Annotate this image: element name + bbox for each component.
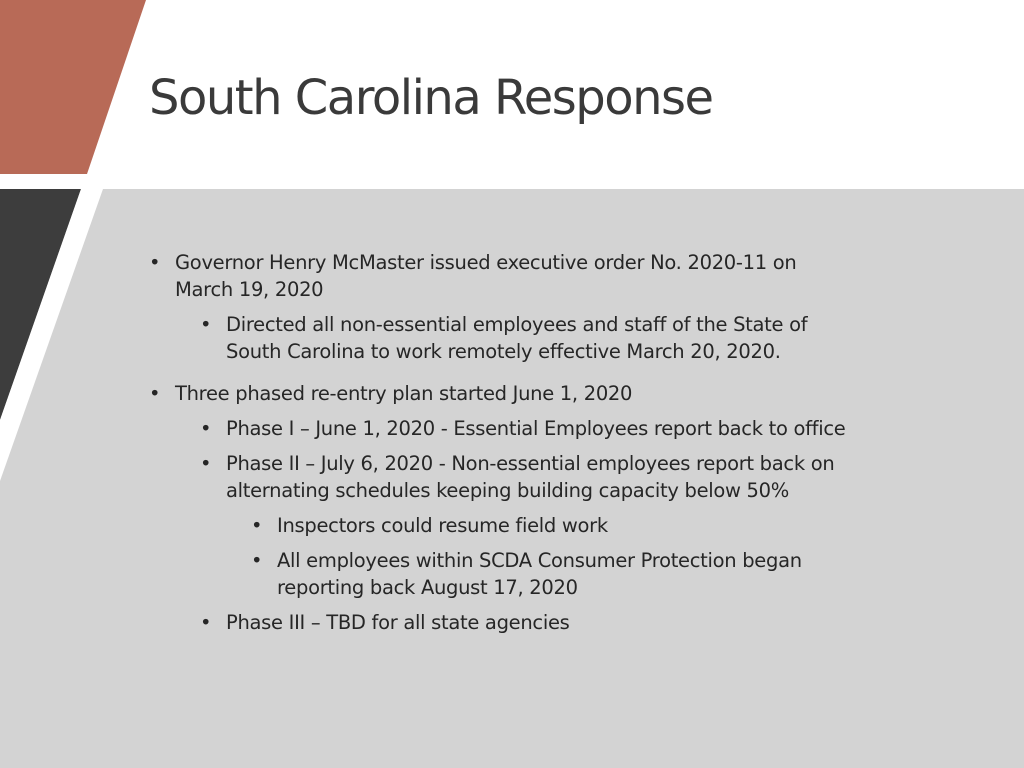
bullet-glyph: • [251, 514, 263, 537]
bullet-text-line2: South Carolina to work remotely effective March 20, 2020. [226, 340, 781, 363]
bullet-level3-consumer-protection [251, 547, 802, 601]
bullet-text-line1: Phase I – June 1, 2020 - Essential Employees report back to office [226, 417, 846, 440]
bullet-text-line2: reporting back August 17, 2020 [277, 576, 578, 599]
bullet-level1-executive-order [149, 249, 797, 303]
bullet-level2-phase-2 [200, 450, 835, 504]
bullet-glyph: • [149, 382, 161, 405]
bullet-glyph: • [149, 251, 161, 274]
bullet-text-line1: Phase III – TBD for all state agencies [226, 611, 570, 634]
bullet-text-line1: Directed all non-essential employees and staff of the State of [226, 313, 808, 336]
bullet-text-line1: All employees within SCDA Consumer Protection began [277, 549, 802, 572]
bullet-text-line2: March 19, 2020 [175, 278, 324, 301]
slide-title: South Carolina Response [149, 70, 713, 126]
bullet-text-line1: Governor Henry McMaster issued executive order No. 2020-11 on [175, 251, 797, 274]
bullet-text-line1: Three phased re-entry plan started June 1, 2020 [175, 382, 633, 405]
bullet-glyph: • [200, 452, 212, 475]
bullet-level1-reentry-plan [149, 380, 633, 407]
bullet-level2-phase-1 [200, 415, 846, 442]
bullet-glyph: • [200, 313, 212, 336]
bullet-text-line1: Phase II – July 6, 2020 - Non-essential employees report back on [226, 452, 835, 475]
bullet-text-line2: alternating schedules keeping building capacity below 50% [226, 479, 789, 502]
bullet-glyph: • [200, 417, 212, 440]
bullet-glyph: • [200, 611, 212, 634]
bullet-text-line1: Inspectors could resume field work [277, 514, 608, 537]
bullet-level3-inspectors [251, 512, 608, 539]
bullet-level2-remote-work [200, 311, 808, 365]
bullet-level2-phase-3 [200, 609, 570, 636]
bullet-glyph: • [251, 549, 263, 572]
